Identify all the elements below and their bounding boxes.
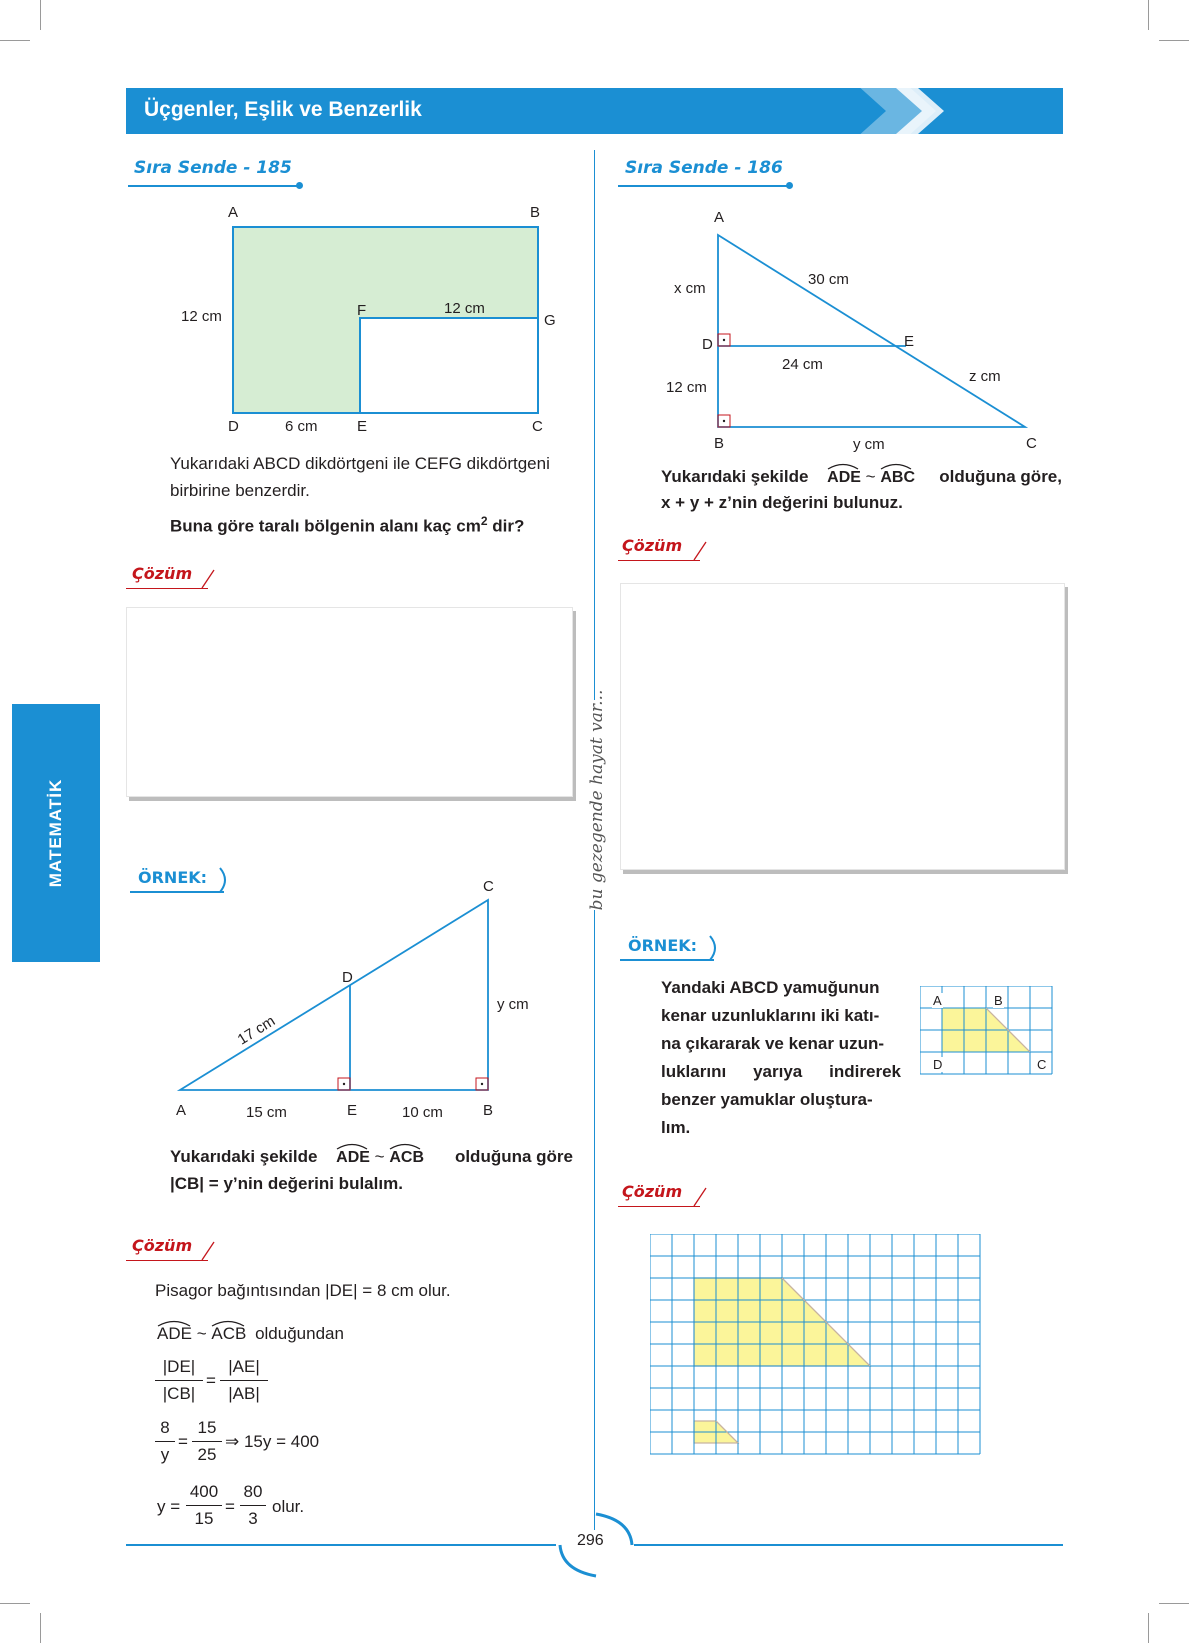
footer-line-left bbox=[126, 1544, 556, 1546]
sira-sende-186-title: Sıra Sende - 186 bbox=[625, 158, 783, 178]
crop-mark bbox=[1148, 1613, 1149, 1643]
label-A: A bbox=[228, 204, 239, 221]
small-grid-label-D: D bbox=[933, 1057, 943, 1072]
cozum-slash bbox=[200, 568, 216, 590]
problem-186-line1 bbox=[661, 463, 1062, 491]
ex-acb: ACB bbox=[389, 1144, 424, 1171]
eq-sign: = bbox=[178, 1432, 188, 1451]
label-D-ex: D bbox=[342, 969, 353, 986]
crop-mark bbox=[40, 1613, 41, 1643]
crop-mark bbox=[0, 1603, 30, 1604]
cozum-label: Çözüm bbox=[132, 564, 193, 583]
label-6cm: 6 cm bbox=[285, 418, 318, 435]
ex-sim: ~ bbox=[374, 1147, 385, 1166]
small-grid-label-C: C bbox=[1037, 1057, 1047, 1072]
label-12cm-ad: 12 cm bbox=[181, 308, 222, 325]
label-E-186: E bbox=[904, 333, 915, 350]
cozum-label: Çözüm bbox=[622, 1182, 683, 1201]
cozum-underline bbox=[126, 588, 208, 589]
q186-ade: ADE bbox=[827, 464, 861, 491]
label-B-186: B bbox=[714, 435, 725, 452]
y-equals: y = bbox=[157, 1497, 181, 1516]
crop-mark bbox=[0, 40, 30, 41]
solution-box-186[interactable] bbox=[620, 583, 1065, 870]
label-C: C bbox=[532, 418, 543, 435]
implication: ⇒ 15y = 400 bbox=[225, 1432, 320, 1451]
side-tab bbox=[12, 704, 100, 962]
label-A-ex: A bbox=[176, 1102, 187, 1119]
q186-pre: Yukarıdaki şekilde bbox=[661, 467, 809, 486]
problem-186-line2: x + y + z’nin değerini bulunuz. bbox=[661, 493, 903, 512]
q186-post: olduğuna göre, bbox=[939, 467, 1062, 486]
eq-sign: = bbox=[206, 1371, 216, 1390]
label-10cm: 10 cm bbox=[402, 1104, 443, 1121]
small-grid-label-B: B bbox=[994, 993, 1003, 1008]
vertical-slogan: bu gezegende hayat var... bbox=[587, 689, 607, 911]
eq-sign: = bbox=[225, 1497, 235, 1516]
question-end: dir? bbox=[487, 516, 525, 536]
sira-underline bbox=[618, 185, 790, 187]
fraction-de-cb: |DE| |CB| bbox=[155, 1357, 203, 1404]
problem-185-text-2: birbirine benzerdir. bbox=[170, 481, 310, 500]
page-number: 296 bbox=[577, 1532, 604, 1549]
problem-185-text-1: Yukarıdaki ABCD dikdörtgeni ile CEFG dikdörtgeni bbox=[170, 454, 550, 473]
solution-line2 bbox=[157, 1320, 344, 1347]
crop-mark bbox=[1148, 0, 1149, 30]
cozum-underline bbox=[126, 1260, 208, 1261]
sol-sim: ~ bbox=[196, 1324, 207, 1343]
cozum-underline bbox=[618, 560, 700, 561]
fraction-80-3: 80 3 bbox=[240, 1482, 266, 1529]
rect-cefg bbox=[360, 318, 538, 413]
fraction-400-15: 400 15 bbox=[186, 1482, 222, 1529]
solution-line1: Pisagor bağıntısından |DE| = 8 cm olur. bbox=[155, 1281, 451, 1300]
ornek-bracket bbox=[708, 934, 722, 962]
label-zcm: z cm bbox=[969, 368, 1001, 385]
large-grid bbox=[650, 1234, 990, 1474]
label-12cm-fg: 12 cm bbox=[444, 300, 485, 317]
ornek-label: ÖRNEK: bbox=[138, 868, 208, 887]
label-17cm: 17 cm bbox=[234, 1012, 279, 1049]
chapter-header bbox=[126, 88, 1063, 134]
label-xcm: x cm bbox=[674, 280, 706, 297]
q186-sim: ~ bbox=[865, 467, 876, 486]
cozum-label: Çözüm bbox=[622, 536, 683, 555]
label-G: G bbox=[544, 312, 556, 329]
crop-mark bbox=[1159, 40, 1189, 41]
example-right-line-3: na çıkararak ve kenar uzun- bbox=[661, 1034, 885, 1053]
label-F: F bbox=[357, 302, 367, 319]
chapter-title: Üçgenler, Eşlik ve Benzerlik bbox=[144, 98, 422, 121]
crop-mark bbox=[40, 0, 41, 30]
chevron-arrows-icon bbox=[856, 84, 986, 138]
label-15cm: 15 cm bbox=[246, 1104, 287, 1121]
cozum-slash bbox=[692, 1186, 708, 1208]
ex-pre: Yukarıdaki şekilde bbox=[170, 1147, 318, 1166]
ex-ade: ADE bbox=[336, 1144, 370, 1171]
problem-185-question bbox=[170, 508, 524, 540]
label-ycm: y cm bbox=[497, 996, 529, 1013]
cozum-slash bbox=[200, 1240, 216, 1262]
sol-acb: ACB bbox=[211, 1320, 246, 1347]
fraction-15-25: 15 25 bbox=[192, 1418, 222, 1465]
sira-underline bbox=[128, 185, 300, 187]
ornek-label: ÖRNEK: bbox=[628, 936, 698, 955]
example-question-line1 bbox=[170, 1143, 573, 1171]
label-D-186: D bbox=[702, 336, 713, 353]
label-24cm: 24 cm bbox=[782, 356, 823, 373]
small-grid-label-A: A bbox=[933, 993, 942, 1008]
ex-post: olduğuna göre bbox=[454, 1147, 573, 1166]
figure-185 bbox=[220, 220, 550, 420]
label-C-ex: C bbox=[483, 878, 494, 895]
cozum-underline bbox=[618, 1206, 700, 1207]
label-C-186: C bbox=[1026, 435, 1037, 452]
label-A-186: A bbox=[714, 209, 725, 226]
example-question-line2: |CB| = y’nin değerini bulalım. bbox=[170, 1174, 403, 1193]
label-30cm: 30 cm bbox=[808, 271, 849, 288]
triangle-acb bbox=[180, 900, 488, 1090]
sira-dot bbox=[786, 182, 793, 189]
triangle-abc bbox=[718, 235, 1025, 427]
sol-post: olduğundan bbox=[255, 1324, 344, 1343]
crop-mark bbox=[1159, 1603, 1189, 1604]
label-B-ex: B bbox=[483, 1102, 494, 1119]
ornek-underline bbox=[620, 959, 714, 961]
label-E: E bbox=[357, 418, 368, 435]
footer-line-right bbox=[634, 1544, 1063, 1546]
sira-dot bbox=[296, 182, 303, 189]
figure-example-left bbox=[170, 890, 510, 1100]
question-sup: 2 bbox=[480, 514, 488, 528]
example-right-line-5: benzer yamuklar oluştura- bbox=[661, 1090, 873, 1109]
sira-sende-185-title: Sıra Sende - 185 bbox=[134, 158, 292, 178]
label-E-ex: E bbox=[347, 1102, 358, 1119]
example-right-line-4: luklarını yarıya indirerek bbox=[661, 1062, 901, 1081]
cozum-slash bbox=[692, 540, 708, 562]
label-B: B bbox=[530, 204, 541, 221]
fraction-8-y: 8 y bbox=[155, 1418, 175, 1465]
cozum-label: Çözüm bbox=[132, 1236, 193, 1255]
side-tab-label: MATEMATİK bbox=[46, 778, 65, 888]
label-ycm-186: y cm bbox=[853, 436, 885, 453]
question-text: Buna göre taralı bölgenin alanı kaç cm bbox=[170, 516, 481, 536]
olur: olur. bbox=[272, 1497, 305, 1516]
solution-box-185[interactable] bbox=[126, 607, 573, 797]
q186-abc: ABC bbox=[880, 464, 915, 491]
fraction-ae-ab: |AE| |AB| bbox=[220, 1357, 268, 1404]
label-D: D bbox=[228, 418, 239, 435]
example-right-line-6: lım. bbox=[661, 1118, 691, 1137]
figure-186 bbox=[700, 220, 1040, 435]
example-right-line-2: kenar uzunluklarını iki katı- bbox=[661, 1006, 880, 1025]
sol-ade: ADE bbox=[157, 1320, 192, 1347]
example-right-line-1: Yandaki ABCD yamuğunun bbox=[661, 978, 880, 997]
label-12cm-186: 12 cm bbox=[666, 379, 707, 396]
